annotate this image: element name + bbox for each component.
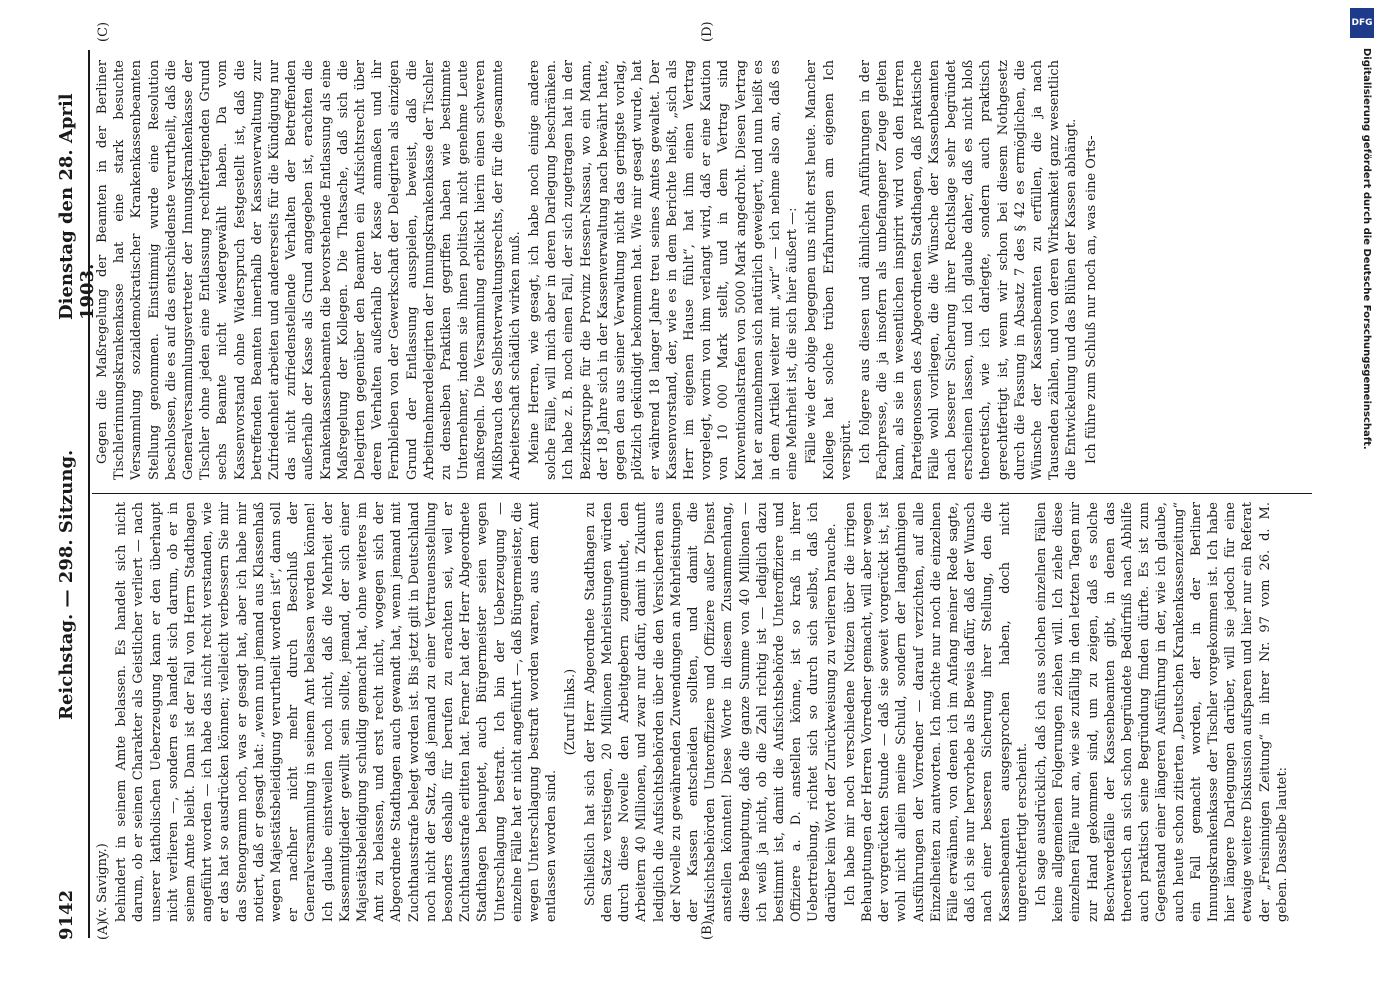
header-rule [88, 50, 90, 938]
paragraph: Ich sage ausdrücklich, daß ich aus solchen einzelnen Fällen keine allgemeinen Folgerungen ziehen will. Ich ziehe diese einzelnen Fälle nur an, wie sie zufällig in den letzten Tagen mir zur Hand gekommen sind, um zu zeigen, daß es solche Beschwerdefälle der Kassenbeamten gibt, in denen das theoretisch an sich schon begründete Bedürfniß nach Abhilfe auch praktisch seine Begründung finden dürfte. Es ist zum Gegenstand einer längeren Ausführung in der, wie ich glaube, auch heute schon zitierten „Deutschen Krankenkassenzeitung“ ein Fall gemacht worden, der in der Berliner Innungskrankenkasse der Tischler vorgekommen ist. Ich habe hier längere Darlegungen darüber, will sie jedoch für eine etwaige weitere Diskussion aufsparen und hier nur ein Referat der „Freisinnigen Zeitung“ in ihrer Nr. 97 vom 26. d. M. geben. Dasselbe lautet: [1033, 502, 1290, 922]
paragraph: Meine Herren, wie gesagt, ich habe noch einige andere solche Fälle, will mich aber in deren Darlegung beschränken. Ich habe z. B. noch einen Fall, der sich zugetragen hat in der Bezirksgruppe für die Provinz Hessen-Nassau, wo ein Mann, der 18 Jahre sich in der Kassenverwaltung nach bewährt hatte, gegen den aus seiner Verwaltung nicht das geringste vorlag, plötzlich gekündigt bekommen hat. Wie mir gesagt wurde, hat er während 18 langer Jahre treu seines Amtes gewaltet. Der Kassenvorstand, der, wie es in dem Berichte heißt, „sich als Herr im eigenen Hause fühlt“, hat ihm einen Vertrag vorgelegt, worin von ihm verlangt wird, daß er eine Kaution von 10 000 Mark stellt, und in dem Vertrag sind Konventionalstrafen von 5000 Mark angedroht. Diesen Vertrag hat er anzunehmen sich natürlich geweigert, und nun heißt es in dem Artikel weiter mit „wir“ — ich nehme also an, daß es eine Mehrheit ist, die sich hier äußert —: [527, 60, 801, 480]
speaker-label: (v. Savigny.) [95, 843, 110, 922]
paragraph: Ich führe zum Schluß nur noch an, was eine Orts- [1083, 135, 1099, 464]
paragraph: behindert in seinem Amte belassen. Es handelt sich nicht darum, ob er seinen Charakter als Geistlicher verliert — nach unserer katholischen Ueberzeugung kann er den überhaupt nicht verlieren —, sondern es handelt sich darum, ob er in seinem Amte bleibt. Dann ist der Fall von Herrn Stadthagen angeführt worden — ich habe das nicht recht verstanden, wie er das hat so ausdrücken können; vielleicht verbessern Sie mir das Stenogramm noch, was er gesagt hat, aber ich habe mir notiert, daß er gesagt hat: „wenn nun jemand aus Klassenhaß wegen Majestätsbeleidigung verurtheilt worden ist“, dann soll er nachher nicht mehr durch Beschluß der Generalversammlung in seinem Amt belassen werden können! Ich glaube einstweilen noch nicht, daß die Mehrheit der Kassenmitglieder gewillt sein sollte, jemand, der sich einer Majestätsbeleidigung schuldig gemacht hat, ohne weiteres im Amt zu belassen, und erst recht nicht, wogegen sich der Abgeordnete Stadthagen auch gewandt hat, wenn jemand mit Zuchthausstrafe belegt worden ist. Bis jetzt gilt in Deutschland noch nicht der Satz, daß jemand zu einer Vertrauensstellung besonders deshalb für berufen zu erachten sei, weil er Zuchthausstrafe erlitten hat. Ferner hat der Herr Abgeordnete Stadthagen behauptet, auch Bürgermeister seien wegen Unterschlagung bestraft. Ich bin der Ueberzeugung — einzelne Fälle hat er nicht angeführt —, daß Bürgermeister, die wegen Unterschlagung bestraft worden waren, aus dem Amt entlassen worden sind. [114, 502, 560, 922]
margin-marker-d: (D) [700, 21, 715, 42]
digitization-sidebar [1350, 8, 1380, 992]
column-divider [92, 493, 1312, 494]
header-title: Reichstag. — 298. Sitzung. [56, 449, 77, 720]
quoted-paragraph: Fälle wie der obige begegnen uns nicht erst heute. Mancher Kollege hat solche trüben Erfahrungen am eigenen Ich verspürt. [804, 60, 854, 480]
page-number: 9142 [56, 889, 77, 940]
paragraph: Ich habe mir noch verschiedene Notizen über die irrigen Behauptungen der Herren Vorredner gemacht, will aber wegen der vorgerückten Stunde — daß sie soweit vorgerückt ist, ist wohl nicht allein meine Schuld, sondern der langathmigen Ausführungen der Vorredner — darauf verzichten, auf alle Einzelheiten zu antworten. Ich möchte nur noch die einzelnen Fälle erwähnen, von denen ich im Anfang meiner Rede sagte, daß ich sie nur hervorhebe als Beweis dafür, daß der Wunsch nach einer besseren Sicherung ihrer Stellung, den die Kassenbeamten ausgesprochen haben, doch nicht ungerechtfertigt erscheint. [842, 502, 1030, 922]
header-date: Dienstag den 28. April 1903. [56, 93, 98, 320]
margin-marker-b: (B) [700, 920, 715, 940]
quoted-paragraph: Gegen die Maßregelung der Beamten in der Berliner Tischlerinnungskrankenkasse hat eine stark besuchte Versammlung sozialdemokratischer Krankenkassenbeamten Stellung genommen. Einstimmig wurde eine Resolution beschlossen, die es auf das entschiedenste verurtheilt, daß die Generalversammlungsvertreter der Innungskrankenkasse der Tischler ohne jeden eine Entlassung rechtfertigenden Grund sechs Beamte nicht wiedergewählt haben. Da vom Kassenvorstand ohne Widerspruch festgestellt ist, daß die betreffenden Beamten innerhalb der Kassenverwaltung zur Zufriedenheit arbeiten und andererseits für die Kündigung nur das nicht zufriedenstellende Verhalten der Betreffenden außerhalb der Kasse als Grund angegeben ist, erachten die Krankenkassenbeamten die bevorstehende Entlassung als eine Maßregelung der Kollegen. Die Thatsache, daß sich die Delegirten gegenüber den Beamten ein Aufsichtsrecht über deren Verhalten außerhalb der Kasse anmaßen und ihr Fernbleiben von der Gewerkschaft der Delegirten als einzigen Grund der Entlassung ausspielen, beweist, daß die Arbeitnehmerdelegirten der Innungskrankenkasse der Tischler zu denselben Praktiken gegriffen haben wie bestimmte Unternehmer, indem sie ihnen politisch nicht genehme Leute maßregeln. Die Versammlung erblickt hierin einen schweren Mißbrauch des Selbstverwaltungsrechts, der für die gesammte Arbeiterschaft schädlich wirken muß. [95, 60, 523, 480]
page-header [56, 50, 98, 940]
left-column [94, 502, 1314, 922]
right-column [94, 60, 1314, 480]
margin-marker-a: (A) [96, 920, 111, 940]
interjection: (Zuruf links.) [563, 668, 579, 756]
margin-marker-c: (C) [96, 21, 111, 42]
dfg-logo: DFG [1350, 8, 1374, 38]
digitization-notice: Digitalisierung gefördert durch die Deutsche Forschungsgemeinschaft. [1361, 48, 1372, 450]
paragraph: Ich folgere aus diesen und ähnlichen Anführungen in der Fachpresse, die ja insofern als unbefangener Zeuge gelten kann, als sie in wesentlichen inspirirt wird von den Herren Parteigenossen des Abgeordneten Stadthagen, daß praktische Fälle wohl vorliegen, die die Wünsche der Kassenbeamten nach besserer Sicherung ihrer Rechtslage sehr begründet erscheinen lassen, und ich glaube daher, daß es nicht bloß theoretisch, wie ich darlegte, sondern auch praktisch gerechtfertigt ist, wenn wir schon bei diesem Nothgesetz durch die Fassung in Absatz 7 des § 42 es ermöglichen, die Wünsche der Kassenbeamten zu erfüllen, die ja nach Tausenden zählen, und von deren Wirksamkeit ganz wesentlich die Entwickelung und das Blühen der Kassen abhängt. [857, 60, 1080, 480]
paragraph: Schließlich hat sich der Herr Abgeordnete Stadthagen zu dem Satze verstiegen, 20 Millionen Mehrleistungen würden durch diese Novelle den Arbeitgebern zugemuthet, den Arbeitern 40 Millionen, und zwar nur dafür, damit in Zukunft lediglich die Aufsichtsbehörden über die den Versicherten aus der Novelle zu gewährenden Zuwendungen an Mehrleistungen der Kassen entscheiden sollten, und damit die Aufsichtsbehörden Unteroffiziere und Offiziere außer Dienst anstellen könnten! Diese Worte in diesem Zusammenhang, diese Behauptung, daß die ganze Summe von 40 Millionen — ich weiß ja nicht, ob die Zahl richtig ist — lediglich dazu bestimmt ist, damit die Aufsichtsbehörde Unteroffiziere und Offiziere a. D. anstellen könne, ist so kraß in ihrer Uebertreibung, richtet sich so durch sich selbst, daß ich darüber kein Wort der Zurückweisung zu verlieren brauche. [582, 502, 839, 922]
